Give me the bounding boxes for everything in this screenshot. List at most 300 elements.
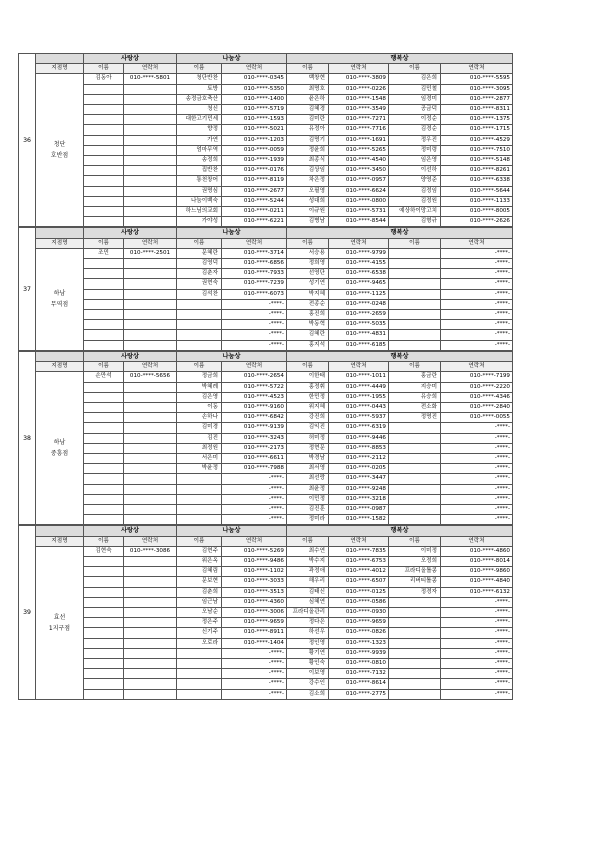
contact-cell: -****-: [222, 484, 287, 494]
name-cell: 최종식: [287, 156, 329, 166]
col-header-name: 이름: [177, 238, 222, 248]
contact-cell: -****-: [222, 669, 287, 679]
branch-number: 37: [19, 228, 36, 350]
name-cell: [389, 679, 441, 689]
name-cell: 성기연: [287, 279, 329, 289]
name-cell: [84, 443, 124, 453]
name-cell: [177, 669, 222, 679]
name-cell: [84, 484, 124, 494]
name-cell: 문혜란: [177, 248, 222, 258]
name-cell: [84, 474, 124, 484]
name-cell: 최서영: [287, 464, 329, 474]
contact-cell: 010-****-5269: [222, 546, 287, 556]
name-cell: [389, 423, 441, 433]
name-cell: [84, 186, 124, 196]
name-cell: 선영단: [287, 269, 329, 279]
contact-cell: 010-****-0930: [329, 607, 389, 617]
name-cell: [84, 648, 124, 658]
contact-cell: 010-****-2501: [124, 248, 177, 258]
contact-cell: 010-****-2220: [441, 382, 513, 392]
name-cell: [389, 648, 441, 658]
contact-cell: -****-: [441, 484, 513, 494]
contact-cell: 010-****-1400: [222, 94, 287, 104]
name-cell: [84, 556, 124, 566]
contact-cell: 010-****-3086: [124, 546, 177, 556]
table-row: [19, 279, 580, 289]
contact-cell: -****-: [222, 658, 287, 668]
name-cell: 정다은: [287, 618, 329, 628]
name-cell: [177, 474, 222, 484]
name-cell: 황기연: [287, 648, 329, 658]
name-cell: 김미란: [287, 115, 329, 125]
name-cell: [84, 597, 124, 607]
name-cell: [84, 413, 124, 423]
contact-cell: -****-: [441, 248, 513, 258]
recipient-sheet: [18, 53, 579, 700]
name-cell: [84, 577, 124, 587]
name-cell: 최수연: [287, 546, 329, 556]
name-cell: 나눔이백숙: [177, 196, 222, 206]
contact-cell: 010-****-8119: [222, 176, 287, 186]
col-header-name: 이름: [287, 64, 329, 74]
name-cell: 청단반찬: [177, 74, 222, 84]
contact-cell: [124, 679, 177, 689]
contact-cell: 010-****-5265: [329, 145, 389, 155]
group-header-love: 사랑상: [84, 351, 177, 361]
col-header-name: 이름: [84, 64, 124, 74]
contact-cell: -****-: [441, 320, 513, 330]
col-header-contact: 연락처: [222, 238, 287, 248]
table-row: [19, 166, 580, 176]
name-cell: [84, 320, 124, 330]
name-cell: 해우리: [287, 577, 329, 587]
contact-cell: 010-****-7199: [441, 372, 513, 382]
contact-cell: -****-: [441, 299, 513, 309]
contact-cell: 010-****-2877: [441, 94, 513, 104]
col-header-name: 이름: [389, 238, 441, 248]
contact-cell: 010-****-8014: [441, 556, 513, 566]
name-cell: 전소화: [389, 402, 441, 412]
contact-cell: 010-****-1715: [441, 125, 513, 135]
table-row: [19, 402, 580, 412]
contact-cell: 010-****-5595: [441, 74, 513, 84]
contact-cell: [124, 413, 177, 423]
name-cell: 정은주: [177, 618, 222, 628]
name-cell: 김혜림: [177, 567, 222, 577]
table-row: [19, 556, 580, 566]
contact-cell: -****-: [441, 515, 513, 525]
name-cell: 유승희: [389, 392, 441, 402]
col-header-name: 이름: [287, 536, 329, 546]
contact-cell: 010-****-9446: [329, 433, 389, 443]
name-cell: 홍금란: [389, 372, 441, 382]
name-cell: 이민정: [287, 494, 329, 504]
name-cell: 김춘자: [177, 269, 222, 279]
contact-cell: 010-****-3714: [222, 248, 287, 258]
name-cell: [389, 689, 441, 699]
contact-cell: [124, 196, 177, 206]
name-cell: 김현주: [177, 546, 222, 556]
name-cell: 김병남: [287, 217, 329, 227]
contact-cell: 010-****-3447: [329, 474, 389, 484]
name-cell: 김민철: [389, 84, 441, 94]
contact-cell: 010-****-5937: [329, 413, 389, 423]
name-cell: 이정순: [389, 115, 441, 125]
name-cell: 프라디올톨콩: [389, 567, 441, 577]
name-cell: [389, 453, 441, 463]
table-row: [19, 176, 580, 186]
name-cell: 서은미: [177, 453, 222, 463]
contact-cell: 010-****-7271: [329, 115, 389, 125]
contact-cell: 010-****-3450: [329, 166, 389, 176]
name-cell: 김정임: [389, 186, 441, 196]
contact-cell: -****-: [441, 669, 513, 679]
contact-cell: -****-: [222, 504, 287, 514]
contact-cell: [124, 464, 177, 474]
table-row: [19, 105, 580, 115]
name-cell: 한민정: [287, 392, 329, 402]
contact-cell: -****-: [441, 330, 513, 340]
table-row: [19, 248, 580, 258]
contact-cell: 010-****-5644: [441, 186, 513, 196]
contact-cell: 010-****-1011: [329, 372, 389, 382]
contact-cell: 010-****-0059: [222, 145, 287, 155]
contact-cell: [124, 504, 177, 514]
contact-cell: 010-****-7933: [222, 269, 287, 279]
name-cell: [389, 607, 441, 617]
contact-cell: -****-: [441, 474, 513, 484]
contact-cell: [124, 299, 177, 309]
contact-cell: [124, 259, 177, 269]
name-cell: 성대희: [287, 196, 329, 206]
name-cell: [84, 299, 124, 309]
name-cell: [389, 320, 441, 330]
name-cell: 황인숙: [287, 658, 329, 668]
group-header-share: 나눔상: [177, 526, 287, 536]
contact-cell: [124, 648, 177, 658]
contact-cell: 010-****-4831: [329, 330, 389, 340]
name-cell: [389, 299, 441, 309]
contact-cell: [124, 607, 177, 617]
name-cell: 박동혁: [287, 320, 329, 330]
contact-cell: 010-****-0586: [329, 597, 389, 607]
contact-cell: 010-****-9799: [329, 248, 389, 258]
col-header-name: 이름: [177, 536, 222, 546]
contact-cell: 010-****-8311: [441, 105, 513, 115]
group-header-share: 나눔상: [177, 54, 287, 64]
name-cell: 양영준: [389, 176, 441, 186]
contact-cell: 010-****-1133: [441, 196, 513, 206]
name-cell: [84, 330, 124, 340]
contact-cell: [124, 484, 177, 494]
name-cell: [177, 340, 222, 350]
table-row: [19, 186, 580, 196]
contact-cell: [124, 556, 177, 566]
name-cell: 문보현: [177, 577, 222, 587]
contact-cell: 010-****-1203: [222, 135, 287, 145]
contact-cell: 010-****-0957: [329, 176, 389, 186]
contact-cell: 010-****-1582: [329, 515, 389, 525]
name-cell: 예상하이망고치: [389, 207, 441, 217]
branch-number: 38: [19, 351, 36, 524]
col-header-contact: 연락처: [329, 238, 389, 248]
branch-name: [36, 248, 84, 350]
name-cell: 리버티톨콩: [389, 577, 441, 587]
contact-cell: -****-: [441, 453, 513, 463]
table-row: [19, 648, 580, 658]
table-row: [19, 310, 580, 320]
contact-cell: [124, 443, 177, 453]
name-cell: 위은옥: [177, 556, 222, 566]
table-row: [19, 658, 580, 668]
name-cell: 이동: [177, 402, 222, 412]
table-row: [19, 423, 580, 433]
name-cell: [84, 587, 124, 597]
table-row: [19, 330, 580, 340]
contact-cell: [124, 84, 177, 94]
name-cell: 정미라: [287, 515, 329, 525]
name-cell: [84, 176, 124, 186]
name-cell: [177, 515, 222, 525]
name-cell: [389, 330, 441, 340]
contact-cell: 010-****-4540: [329, 156, 389, 166]
table-row: [19, 372, 580, 382]
contact-cell: -****-: [222, 679, 287, 689]
name-cell: [389, 597, 441, 607]
name-cell: [84, 156, 124, 166]
contact-cell: 010-****-6221: [222, 217, 287, 227]
contact-cell: 010-****-9139: [222, 423, 287, 433]
group-header-love: 사랑상: [84, 228, 177, 238]
contact-cell: 010-****-9659: [329, 618, 389, 628]
name-cell: 최정원: [177, 443, 222, 453]
table-row: [19, 638, 580, 648]
name-cell: [84, 433, 124, 443]
table-row: [19, 597, 580, 607]
contact-cell: 010-****-9465: [329, 279, 389, 289]
contact-cell: [124, 597, 177, 607]
contact-cell: [124, 217, 177, 227]
contact-cell: 010-****-8911: [222, 628, 287, 638]
contact-cell: 010-****-1125: [329, 289, 389, 299]
contact-cell: [124, 289, 177, 299]
name-cell: 정우진: [389, 135, 441, 145]
name-cell: [84, 658, 124, 668]
name-cell: [389, 658, 441, 668]
contact-cell: 010-****-2840: [441, 402, 513, 412]
table-row: [19, 587, 580, 597]
contact-cell: 010-****-0055: [441, 413, 513, 423]
name-cell: 프라디올관리: [287, 607, 329, 617]
group-header-blank: [36, 351, 84, 361]
name-cell: [389, 259, 441, 269]
name-cell: [84, 289, 124, 299]
name-cell: [84, 166, 124, 176]
col-header-name: 이름: [389, 536, 441, 546]
name-cell: [84, 94, 124, 104]
contact-cell: -****-: [441, 628, 513, 638]
name-cell: [84, 392, 124, 402]
table-row: [19, 125, 580, 135]
table-row: [19, 207, 580, 217]
contact-cell: [124, 638, 177, 648]
name-cell: [84, 689, 124, 699]
table-row: [19, 474, 580, 484]
name-cell: 박지혜: [287, 289, 329, 299]
col-header-contact: 연락처: [441, 238, 513, 248]
name-cell: [389, 464, 441, 474]
contact-cell: 010-****-1955: [329, 392, 389, 402]
table-row: [19, 484, 580, 494]
col-header-name: 이름: [177, 362, 222, 372]
contact-cell: 010-****-6753: [329, 556, 389, 566]
name-cell: 최윤정: [287, 484, 329, 494]
name-cell: 김형규: [389, 217, 441, 227]
name-cell: 박혜례: [177, 382, 222, 392]
contact-cell: 010-****-4012: [329, 567, 389, 577]
name-cell: [177, 299, 222, 309]
name-cell: [84, 618, 124, 628]
table-row: [19, 567, 580, 577]
name-cell: [389, 443, 441, 453]
table-row: [19, 94, 580, 104]
contact-cell: 010-****-8853: [329, 443, 389, 453]
name-cell: 김상임: [287, 166, 329, 176]
name-cell: [84, 269, 124, 279]
name-cell: 김춘희: [177, 587, 222, 597]
name-cell: 집반찬: [177, 166, 222, 176]
branch-name-line: 중흥점: [50, 450, 69, 458]
name-cell: 김현숙: [84, 546, 124, 556]
contact-cell: [124, 330, 177, 340]
contact-cell: 010-****-6073: [222, 289, 287, 299]
name-cell: 곽정애: [287, 567, 329, 577]
contact-cell: 010-****-3243: [222, 433, 287, 443]
name-cell: 토방: [177, 84, 222, 94]
branch-block-37: [18, 227, 580, 350]
contact-cell: -****-: [441, 259, 513, 269]
col-header-contact: 연락처: [222, 64, 287, 74]
contact-cell: 010-****-5148: [441, 156, 513, 166]
contact-cell: -****-: [441, 658, 513, 668]
name-cell: [84, 607, 124, 617]
name-cell: 임근남: [177, 597, 222, 607]
contact-cell: -****-: [441, 679, 513, 689]
contact-cell: [124, 145, 177, 155]
name-cell: [389, 515, 441, 525]
name-cell: 정윤희: [287, 145, 329, 155]
contact-cell: [124, 135, 177, 145]
name-cell: 김소희: [287, 689, 329, 699]
table-row: [19, 217, 580, 227]
name-cell: 김태신: [287, 587, 329, 597]
name-cell: 가야성: [177, 217, 222, 227]
contact-cell: -****-: [441, 494, 513, 504]
contact-cell: 010-****-1691: [329, 135, 389, 145]
name-cell: [389, 484, 441, 494]
contact-cell: -****-: [441, 269, 513, 279]
table-row: [19, 679, 580, 689]
contact-cell: 010-****-0345: [222, 74, 287, 84]
contact-cell: [124, 392, 177, 402]
contact-cell: 010-****-9939: [329, 648, 389, 658]
contact-cell: 010-****-0205: [329, 464, 389, 474]
name-cell: [84, 84, 124, 94]
contact-cell: 010-****-8614: [329, 679, 389, 689]
contact-cell: 010-****-4523: [222, 392, 287, 402]
table-row: [19, 546, 580, 556]
name-cell: 김동아: [84, 74, 124, 84]
contact-cell: [124, 658, 177, 668]
contact-cell: 010-****-2112: [329, 453, 389, 463]
name-cell: 허미정: [287, 433, 329, 443]
contact-cell: 010-****-1593: [222, 115, 287, 125]
contact-cell: 010-****-3549: [329, 105, 389, 115]
name-cell: [84, 638, 124, 648]
name-cell: 손만석: [84, 372, 124, 382]
name-cell: [84, 402, 124, 412]
name-cell: [389, 618, 441, 628]
group-header-share: 나눔상: [177, 351, 287, 361]
group-header-happy: 행복상: [287, 351, 513, 361]
contact-cell: 010-****-6338: [441, 176, 513, 186]
contact-cell: 010-****-5656: [124, 372, 177, 382]
name-cell: 엄마무역: [177, 145, 222, 155]
name-cell: 정현문: [287, 443, 329, 453]
contact-cell: 010-****-6319: [329, 423, 389, 433]
name-cell: 박수지: [287, 556, 329, 566]
contact-cell: [124, 320, 177, 330]
contact-cell: 010-****-4529: [441, 135, 513, 145]
contact-cell: [124, 340, 177, 350]
name-cell: 청신: [177, 105, 222, 115]
contact-cell: 010-****-5801: [124, 74, 177, 84]
contact-cell: [124, 166, 177, 176]
contact-cell: -****-: [222, 299, 287, 309]
group-header-love: 사랑상: [84, 526, 177, 536]
name-cell: 송정금호축산: [177, 94, 222, 104]
contact-cell: 010-****-5722: [222, 382, 287, 392]
col-header-name: 이름: [287, 362, 329, 372]
name-cell: [389, 474, 441, 484]
contact-cell: -****-: [441, 423, 513, 433]
group-header-happy: 행복상: [287, 228, 513, 238]
name-cell: 최명호: [287, 84, 329, 94]
contact-cell: 010-****-4860: [441, 546, 513, 556]
group-header-blank: [36, 54, 84, 64]
name-cell: [389, 638, 441, 648]
contact-cell: [124, 628, 177, 638]
contact-cell: 010-****-3809: [329, 74, 389, 84]
name-cell: 향정: [177, 125, 222, 135]
table-row: [19, 392, 580, 402]
name-cell: [177, 679, 222, 689]
contact-cell: [124, 269, 177, 279]
table-row: [19, 689, 580, 699]
table-row: [19, 607, 580, 617]
contact-cell: 010-****-2659: [329, 310, 389, 320]
contact-cell: 010-****-8005: [441, 207, 513, 217]
contact-cell: 010-****-2677: [222, 186, 287, 196]
table-row: [19, 196, 580, 206]
name-cell: 김석찬: [177, 289, 222, 299]
table-row: [19, 320, 580, 330]
contact-cell: 010-****-2626: [441, 217, 513, 227]
branch-name-line: 호반점: [50, 152, 69, 160]
name-cell: 공금덕: [389, 105, 441, 115]
table-row: [19, 299, 580, 309]
contact-cell: 010-****-3095: [441, 84, 513, 94]
